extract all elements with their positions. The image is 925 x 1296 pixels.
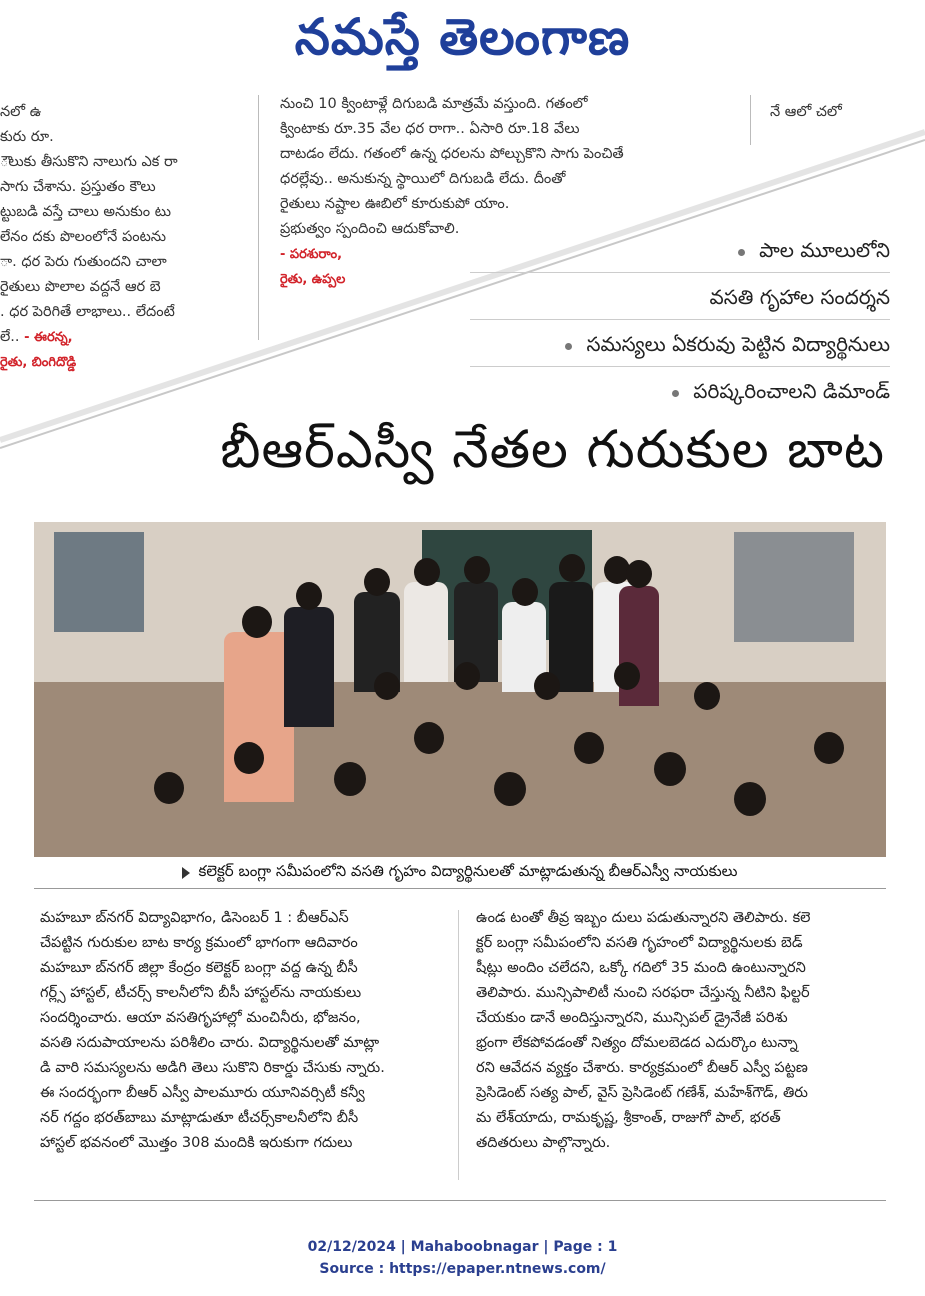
article-line: తెలిపారు. మున్సిపాలిటీ నుంచి సరఫరా చేస్తున్న నీటిని ఫిల్టర్ (476, 985, 810, 1001)
article-column-2 (476, 906, 901, 1156)
footer-date-edition: 02/12/2024 | Mahaboobnagar | Page : 1 (307, 1239, 618, 1255)
article-line: గర్ల్స్ హాస్టల్, టీచర్స్ కాలనీలోని బీసీ హాస్టల్‌ను నాయకులు (40, 985, 362, 1001)
footer-source: Source : https://epaper.ntnews.com/ (319, 1261, 606, 1277)
fragment-line: . ధర పెరిగితే లాభాలు.. లేదంటే (0, 304, 175, 320)
fragment-line: ౌలుకు తీసుకొని నాలుగు ఎక రా (0, 154, 178, 170)
bullet-icon (738, 249, 745, 256)
article-line: సందర్శించారు. ఆయా వసతిగృహాల్లో మంచినీరు, భోజనం, (40, 1010, 361, 1026)
article-line: క్టర్ బంగ్లా సమీపంలోని వసతి గృహంలో విద్యార్థినులకు బెడ్ (476, 935, 803, 951)
byline-place: రైతు, బింగిదొడ్డి (0, 355, 77, 370)
fragment-line: లేనం దకు పొలంలోనే పంటను (0, 229, 167, 245)
fragment-line: రైతులు పొలాల వద్దనే ఆర బె (0, 279, 161, 295)
article-line: చేపట్టిన గురుకుల బాట కార్య క్రమంలో భాగంగా ఆదివారం (40, 935, 358, 951)
highlight-item: వసతి గృహాల సందర్శన (470, 279, 890, 320)
fragment-line: రైతులు నష్టాల ఊబిలో కూరుకుపో యాం. (280, 196, 510, 212)
article-line: తదితరులు పాల్గొన్నారు. (476, 1135, 611, 1151)
fragment-line: నలో ఉ (0, 104, 42, 120)
byline-place: రైతు, ఉప్పల (280, 272, 346, 287)
fragment-line: దాటడం లేదు. గతంలో ఉన్న ధరలను పోల్చుకొని సాగు పెంచితే (280, 146, 624, 162)
article-line: ఉండ టంతో తీవ్ర ఇబ్బం దులు పడుతున్నారని తెలిపారు. కలె (476, 910, 811, 926)
article-line: డి వారి సమస్యలను అడిగి తెలు సుకొని రికార్డు చేసుకు న్నారు. (40, 1060, 385, 1076)
fragment-line: ా. ధర పెరు గుతుందని చాలా (0, 254, 167, 270)
fragment-line: నుంచి 10 క్వింటాళ్లే దిగుబడి మాత్రమే వస్తుంది. గతంలో (280, 96, 588, 112)
article-line: ఈ సందర్భంగా బీఆర్ ఎస్వీ పాలమూరు యూనివర్సిటీ కన్వీ (40, 1085, 365, 1101)
fragment-line: నే ఆలో చలో (770, 104, 842, 120)
bullet-icon (672, 390, 679, 397)
byline-name: - పరశురాం, (280, 247, 343, 262)
fragment-line: లే.. (0, 329, 20, 345)
article-line: మ లేశ్‌యాదు, రామకృష్ణ, శ్రీకాంత్, రాజుగో పాల్, భరత్ (476, 1110, 781, 1126)
news-photo (34, 522, 886, 857)
article-line: చేయకుం డానే అందిస్తున్నారని, మున్సిపల్ డ్రైనేజీ పరిశు (476, 1010, 788, 1026)
highlight-item: పరిష్కరించాలని డిమాండ్ (470, 373, 890, 413)
byline-name: - ఈరన్న, (24, 330, 73, 345)
article-line: హాస్టల్ భవనంలో మొత్తం 308 మందికి ఇరుకుగా గదులు (40, 1135, 353, 1151)
page-footer (0, 1236, 925, 1280)
headline: బీఆర్ఎస్వీ నేతల గురుకుల బాట (220, 420, 885, 480)
fragment-line: ధరల్లేవు.. అనుకున్న స్థాయిలో దిగుబడి లేదు. దీంతో (280, 171, 566, 187)
bottom-rule (34, 1200, 886, 1201)
article-line: ప్రెసిడెంట్ సత్య పాల్, వైస్ ప్రెసిడెంట్ గణేశ్, మహేశ్‌గౌడ్, తిరు (476, 1085, 808, 1101)
bullet-icon (565, 343, 572, 350)
highlights-list (470, 232, 890, 419)
highlight-item: పాల మూలులోని (470, 232, 890, 273)
photo-caption: కలెక్టర్ బంగ్లా సమీపంలోని వసతి గృహం విద్యార్థినులతో మాట్లాడుతున్న బీఆర్ఎస్వీ నాయకులు (34, 858, 886, 889)
column-divider (458, 910, 459, 1180)
article-line: నర్ గద్దం భరత్‌బాబు మాట్లాడుతూ టీచర్స్‌కాలనీలోని బీసీ (40, 1110, 359, 1126)
masthead-title: నమస్తే తెలంగాణ (294, 8, 631, 66)
fragment-line: ప్రభుత్వం స్పందించి ఆదుకోవాలి. (280, 221, 460, 237)
article-line: మహబూ బ్‌నగర్ విద్యావిభాగం, డిసెంబర్ 1 : బీఆర్ఎస్ (40, 910, 349, 926)
article-line: మహబూ బ్‌నగర్ జిల్లా కేంద్రం కలెక్టర్ బంగ్లా వద్ద ఉన్న బీసీ (40, 960, 358, 976)
fragment-line: ట్టుబడి వస్తే చాలు అనుకుం టు (0, 204, 171, 220)
fragment-line: కురు రూ. (0, 129, 54, 145)
article-line: షీట్లు అందిం చలేదని, ఒక్కో గదిలో 35 మంది ఉంటున్నారని (476, 960, 806, 976)
article-line: భ్రంగా లేకపోవడంతో నిత్యం దోమలబెడద ఎదుర్కొం టున్నా (476, 1035, 798, 1051)
article-column-1 (40, 906, 465, 1156)
fragment-line: క్వింటాకు రూ.35 వేల ధర రాగా.. ఏసారి రూ.18 వేలు (280, 121, 580, 137)
highlight-item: సమస్యలు ఏకరువు పెట్టిన విద్యార్థినులు (470, 326, 890, 367)
fragment-line: సాగు చేశాను. ప్రస్తుతం కౌలు (0, 179, 156, 195)
article-line: వసతి సదుపాయాలను పరిశీలిం చారు. విద్యార్థినులతో మాట్లా (40, 1035, 380, 1051)
article-line: రని ఆవేదన వ్యక్తం చేశారు. కార్యక్రమంలో బీఆర్ ఎస్వీ పట్టణ (476, 1060, 808, 1076)
